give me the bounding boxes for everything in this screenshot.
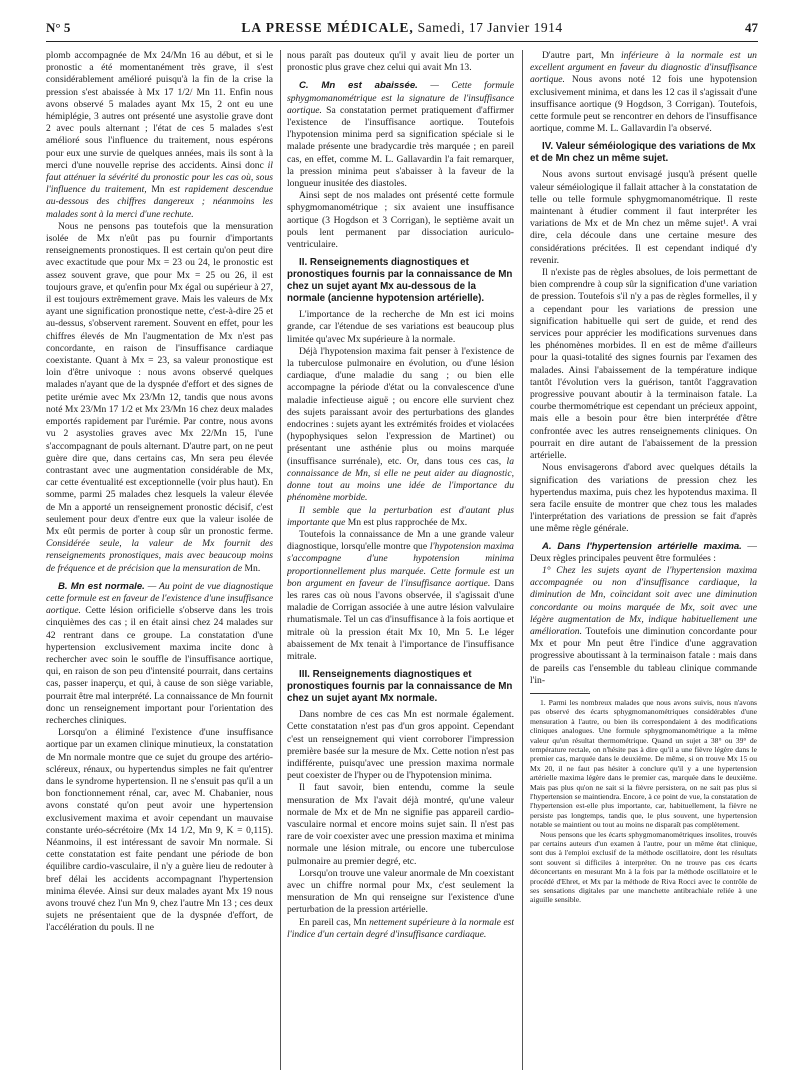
paragraph: B. Mn est normale. — Au point de vue diagnostique cette formule est en faveur de l'existence d'une insuffisance aortique. Cette lésion orificielle s'observe dans les trois cinquièmes des cas ; il en était ainsi chez 24 malades sur 42 rentrant dans ce groupe. La constatation d'une hypertension exclusivement maxima incite donc à rechercher avec soin le souffle de l'insuffisance aortique, qui, en raison de son peu d'intensité pourrait, dans certains cas, passer inaperçu, et qui, à cause de son siège variable, pourrait être mal interprété. La connaissance de Mn fournit donc un renseignement important pour l'orientation des recherches cliniques. bbox=[46, 580, 273, 726]
page-number: 47 bbox=[745, 20, 758, 35]
paragraph: Nous avons surtout envisagé jusqu'à présent quelle valeur séméiologique il fallait attacher à la constatation de telle ou telle formule sphygmomanométrique. Il reste maintenant à étudier comment il faut interpréter les variations de Mx et de Mn chez un même sujet¹. A vrai dire, cela découle dans une certaine mesure des considérations précitées. Il est cependant indiqué d'y revenir. bbox=[530, 169, 757, 266]
paragraph: D'autre part, Mn inférieure à la normale est un excellent argument en faveur du diagnostic d'insuffisance aortique. Nous avons noté 12 fois une hypotension exclusivement minima, et dans les 12 cas il s'agissait d'une insuffisance aortique (9 Hogdson, 3 Corrigan). Toutefois, cette formule peut se rencontrer en dehors de l'insuffisance aortique, comme M. L. Gallavardin l'a observé. bbox=[530, 50, 757, 135]
paragraph: 1° Chez les sujets ayant de l'hypertension maxima accompagnée ou non d'insuffisance cardiaque, la diminution de Mn, coïncidant soit avec une diminution concordante ou moins marquée de Mx, soit avec une légère augmentation de Mx, indique habituellement une amélioration. Toutefois une diminution concordante pour Mx et pour Mn peut être l'indice d'une aggravation progressive aboutissant à la terminaison fatale : mais dans de pareils cas l'ensemble du tableau clinique commande l'in- bbox=[530, 564, 757, 686]
paragraph: Dans nombre de ces cas Mn est normale également. Cette constatation n'est pas d'un gros appoint. Cependant c'est un renseignement qui vient corroborer l'impression première basée sur la mesure de Mx. Cette notion n'est pas indifférente, puisqu'avec une pression maxima normale peut coexister de l'hyper ou de l'hypotension minima. bbox=[287, 709, 514, 782]
issue-number: N° 5 bbox=[46, 20, 71, 35]
issue-date: Samedi, 17 Janvier 1914 bbox=[417, 20, 563, 35]
paragraph: A. Dans l'hypertension artérielle maxima. — Deux règles principales peuvent être formulées : bbox=[530, 540, 757, 564]
journal-title: LA PRESSE MÉDICALE, bbox=[241, 20, 414, 35]
footnote: Nous pensons que les écarts sphygmomanométriques insolites, trouvés par certains auteurs d'un examen à l'autre, pour un même état clinique, sont dus à l'emploi exclusif de la méthode oscillatoire, dont les résultats sont souvent si difficiles à interpréter. On ne trouve pas ces écarts déconcertants en mesurant Mn à la fois par la méthode oscillatoire et le procédé d'Ehret, et Mx par la méthode de Riva Rocci avec le contrôle de ses sensations digitales par une manchette antibrachiale reliée à une aiguille sensible. bbox=[530, 829, 757, 905]
header-rule bbox=[46, 41, 758, 42]
column-2 bbox=[287, 50, 514, 1074]
column-divider bbox=[522, 50, 523, 1070]
subsection-heading: A. Dans l'hypertension artérielle maxima. bbox=[542, 540, 742, 552]
section-heading: III. Renseignements diagnostiques et pronostiques fournis par la connaissance de Mn chez un sujet ayant Mx normale. bbox=[287, 669, 513, 705]
subsection-heading: C. Mn est abaissée. bbox=[299, 80, 418, 92]
column-1 bbox=[46, 50, 273, 1074]
paragraph: Nous envisagerons d'abord avec quelques détails la signification des variations de pression chez les hypertendus maxima, puis chez les hypotendus maxima. Il sera facile ensuite de montrer que chez tous les malades l'interprétation des variations de pression se fait d'après une même règle générale. bbox=[530, 462, 757, 535]
section-heading: II. Renseignements diagnostiques et pronostiques fournis par la connaissance de Mn chez un sujet ayant Mx au-dessous de la normale (ancienne hypotension artérielle). bbox=[287, 257, 513, 305]
column-3 bbox=[530, 50, 757, 1074]
paragraph: L'importance de la recherche de Mn est ici moins grande, car l'étendue de ses variations est beaucoup plus limitée qu'avec Mx supérieure à la normale. bbox=[287, 309, 514, 345]
paragraph: plomb accompagnée de Mx 24/Mn 16 au début, et si le pronostic a été momentanément très grave, il s'est considérablement amélioré puisqu'à la fin de la crise la pression s'est abaissée à Mx 17 1/2/ Mn 11. Enfin nous avons observé 5 malades ayant Mx 15, 2 ont eu une hémiplégie, 3 autres ont présenté une asystolie grave dont 2 avec pouls alternant ; l'état de ces 5 malades s'est amélioré sous l'influence du traitement, nous espérons pour eux une survie de quelques années, mais ils sont à la merci d'une nouvelle reprise des accidents. Ainsi donc il faut atténuer la sévérité du pronostic pour les cas où, sous l'influence du traitement, Mn est rapidement descendue au-dessous des chiffres dangereux ; néanmoins les malades sont à la merci d'une rechute. bbox=[46, 50, 273, 220]
page-header bbox=[46, 20, 758, 40]
paragraph: Lorsqu'on trouve une valeur anormale de Mn coexistant avec un chiffre normal pour Mx, c'est seulement la mensuration de Mn qui renseigne sur l'existence d'une perturbation de la pression artérielle. bbox=[287, 867, 514, 916]
paragraph: Il n'existe pas de règles absolues, de lois permettant de bien comprendre à coup sûr la signification d'une variation de pression. Toutefois s'il n'y a pas de règles formelles, il y a cependant pour les variations de pression une signification habituelle qui sert de guide, et rend des services pour apprécier les modifications survenues dans les phénomènes morbides. Il en est de même d'ailleurs pour la quasi-totalité des signes fournis par l'examen des malades. Ainsi l'abaissement de la température indique tantôt l'évolution vers la guérison, tantôt l'aggravation progressive pouvant aboutir à la terminaison fatale. La courbe thermométrique est cependant un précieux appoint, mais elle a besoin pour être bien interprétée d'être confrontée avec les autres renseignements cliniques. On pourrait en dire autant de l'abaissement de la pression artérielle. bbox=[530, 267, 757, 462]
section-heading: IV. Valeur séméiologique des variations de Mx et de Mn chez un même sujet. bbox=[530, 141, 756, 165]
paragraph: nous paraît pas douteux qu'il y avait lieu de porter un pronostic plus grave chez celui qui avait Mn 13. bbox=[287, 50, 514, 74]
column-divider bbox=[280, 50, 281, 1070]
subsection-heading: B. Mn est normale. bbox=[58, 580, 145, 592]
paragraph: Il faut savoir, bien entendu, comme la seule mensuration de Mx l'avait déjà montré, qu'une valeur normale de Mx et de Mn ne signifie pas appareil cardio-vasculaire normal et encore moins sujet sain. Il n'est pas rare de voir coexister avec une pression maxima et minima normale une lésion mitrale, ou encore une tuberculose pulmonaire au premier degré, etc. bbox=[287, 782, 514, 867]
paragraph: Toutefois la connaissance de Mn a une grande valeur diagnostique, lorsqu'elle montre que l'hypotension maxima s'accompagne d'une hypotension minima proportionnellement plus marquée. Cette formule est un bon argument en faveur de l'insuffisance aortique. Dans les rares cas où nous l'avons observée, il s'agissait d'une maladie de Corrigan associée à une autre lésion valvulaire rhumatismale. Tel un cas d'insuffisance à la fois aortique et mitrale où la pression était Mx 10, Mn 5. Le léger abaissement de Mx tenait à l'importance de l'insuffisance mitrale. bbox=[287, 528, 514, 662]
paragraph: Nous ne pensons pas toutefois que la mensuration isolée de Mx n'eût pas pu fournir d'importants renseignements pronostiques. Il est certain qu'on peut dire avec exactitude que pour Mx = 23 ou 24, le pronostic est assez souvent grave, que pour Mx = 25 ou 26, il est toujours grave, et qu'enfin pour Mx égal ou supérieur à 27, il est toujours extrêmement grave. Mais les valeurs de Mx ayant une signification pronostique nette, c'est-à-dire 25 et au-dessus, s'observent rarement. Souvent en effet, pour les chiffres élevés de Mn l'augmentation de Mx n'est pas concordante, en raison de l'insuffisance cardiaque coexistante. Quant à Mx = 23, sa valeur pronostique est loin d'être univoque : nous avons observé quelques malades n'ayant que de la dyspnée d'effort et des signes de petite urémie avec Mx 23/Mn 12, tandis que nous avons noté Mx 23/Mn 17 1/2 et Mx 23/Mn 16 chez deux malades emportés rapidement par l'urémie. Par contre, nous avons vu 2 asystolies graves avec Mx 22/Mn 15, l'une s'accompagnant de pouls alternant. D'autre part, on ne peut guère dire que, dans certains cas, Mn sera peu élevée contrastant avec une augmentation considérable de Mx, car cette éventualité est exceptionnelle (voir plus haut). En somme, parmi 25 malades chez lesquels la valeur élevée de Mn a apporté un renseignement pronostic décisif, c'est seulement pour deux d'entre eux que la valeur isolée de Mx eût permis de porter à coup sûr un pronostic ferme. Considérée seule, la valeur de Mx fournit des renseignements pronostiques, mais avec beaucoup moins de fréquence et de précision que la mensuration de Mn. bbox=[46, 220, 273, 574]
paragraph: Lorsqu'on a éliminé l'existence d'une insuffisance aortique par un examen clinique minutieux, la constatation de Mn normale montre que ce sujet du groupe des artério-scléreux, rénaux, ou hypertendus simples ne fait qu'entrer dans le syndrome hypertension. Il ne s'ensuit pas qu'il a un bon fonctionnement rénal, car, avec M. Chabanier, nous avons constaté qu'on peut avoir une hypertension exclusivement maxima et avoir cependant un mauvaise constante uréo-sécrétoire (Mx 14 1/2, Mn 9, K = 0,115). Néanmoins, il est intéressant de savoir Mn normale. Si cette constatation est faite pendant une période de bon équilibre cardio-vasculaire, il n'y a guère lieu de redouter à bref délai les accidents accompagnant l'hypertension minima élevée. Ainsi sur deux malades ayant Mx 19 nous avons trouvé chez l'un Mn 9, chez l'autre Mn 13 ; ces deux sujets ne présentaient que de la dyspnée d'effort, de l'accélération du pouls. Il ne bbox=[46, 727, 273, 934]
paragraph: En pareil cas, Mn nettement supérieure à la normale est l'indice d'un certain degré d'insuffisance cardiaque. bbox=[287, 916, 514, 940]
paragraph: Ainsi sept de nos malades ont présenté cette formule sphygmomanométrique ; six avaient une insuffisance aortique (3 Hogdson et 3 Corrigan), le septième avait un pouls lent permanent par dissociation auriculo-ventriculaire. bbox=[287, 190, 514, 251]
paragraph: C. Mn est abaissée. — Cette formule sphygmomanométrique est la signature de l'insuffisance aortique. Sa constatation permet pratiquement d'affirmer l'existence de l'insuffisance aortique. Toutefois l'hypotension minima perd sa signification spéciale si le malade présente une bradycardie très marquée ; en pareil cas, en effet, comme M. L. Gallavardin l'a fait remarquer, la pression minima peut s'abaisser à la faveur de la longueur inusitée des diastoles. bbox=[287, 80, 514, 190]
running-head bbox=[46, 20, 758, 36]
footnote-rule bbox=[530, 693, 590, 694]
paragraph: Il semble que la perturbation est d'autant plus importante que Mn est plus rapprochée de Mx. bbox=[287, 504, 514, 528]
footnote: 1. Parmi les nombreux malades que nous avons suivis, nous n'avons pas observé des écarts sphygmomanométriques considérables d'une mensuration à l'autre, ou bien ils correspondaient à des modifications cliniques analogues. Une formule sphygmomanométrique a la même valeur qu'un résultat thermométrique. Quand un sujet a 38° ou 39° de température rectale, on n'hésite pas à dire qu'il a une fièvre légère dans le premier cas, marquée dans le deuxième. De même, si on trouve Mx 15 ou Mx 20, il ne faut pas hésiter à conclure qu'il y a une hypertension artérielle maxima légère dans le premier cas, marquée dans le deuxième. Mais pas plus qu'on ne sait si la fièvre persistera, on ne sait pas plus si l'hypertension se maintiendra. Encore, à ce point de vue, la constatation de l'hypertension est-elle plus importante, car, habituellement, la fièvre ne persiste pas longtemps, tandis que, le plus souvent, une hypertension notable se maintient ou tout au moins ne disparaît pas complètement. bbox=[530, 697, 757, 830]
paragraph: Déjà l'hypotension maxima fait penser à l'existence de la tuberculose pulmonaire en évolution, ou d'une lésion cardiaque, d'une maladie du sang ; ou bien elle accompagne la période d'état ou la convalescence d'une maladie infectieuse aiguë ; ou encore elle survient chez des sujets paraissant avoir des perturbations des glandes endocrines : sujets ayant les extrémités froides et violacées (hypophysiques selon l'expression de Martinet) ou présentant une asthénie plus ou moins marquée (insuffisance surrénale), etc. Or, dans tous ces cas, la connaissance de Mn, si elle ne peut aider au diagnostic, donne tout au moins une idée de l'importance du phénomène morbide. bbox=[287, 345, 514, 504]
